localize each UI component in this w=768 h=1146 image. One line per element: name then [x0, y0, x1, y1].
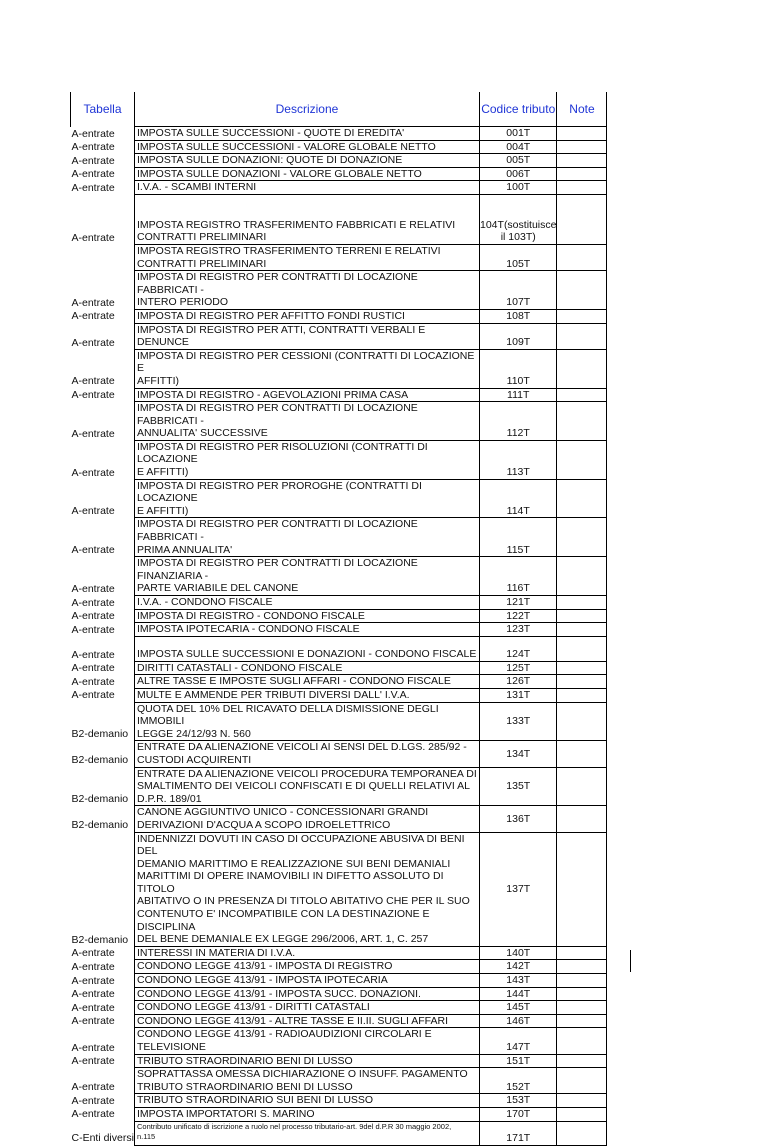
cell-descrizione: IMPOSTA SULLE SUCCESSIONI - VALORE GLOBALE NETTO: [135, 140, 480, 154]
cell-tabella: A-entrate: [71, 675, 115, 688]
cell-tabella: A-entrate: [71, 427, 115, 440]
cell-note: [557, 440, 607, 479]
cell-codice-tributo: 123T: [480, 623, 557, 637]
table-row: [71, 167, 607, 181]
cell-descrizione: [135, 832, 480, 946]
table-row: [71, 960, 607, 974]
cell-descrizione: [135, 1068, 480, 1094]
cell-tabella: A-entrate: [71, 505, 115, 518]
cell-note: [557, 960, 607, 974]
text-line: IMPOSTA DI REGISTRO PER RISOLUZIONI (CONTRATTI DI LOCAZIONE: [137, 440, 428, 466]
cell-codice-tributo: 116T: [480, 557, 557, 596]
text-line: AFFITTI): [137, 374, 179, 387]
cell-note: [557, 688, 607, 702]
cell-codice-tributo: 109T: [480, 323, 557, 349]
header-tabella: Tabella: [71, 92, 135, 127]
text-line: IMPOSTA DI REGISTRO PER CONTRATTI DI LOCAZIONE FABBRICATI -: [137, 518, 418, 544]
cell-note: [557, 388, 607, 402]
table-row: [71, 309, 607, 323]
text-line: n.115: [137, 1131, 156, 1141]
text-line: IMPOSTA DI REGISTRO PER PROROGHE (CONTRATTI DI LOCAZIONE: [137, 479, 422, 505]
table-row: [71, 767, 607, 806]
text-line: TRIBUTO STRAORDINARIO BENI DI LUSSO: [137, 1080, 353, 1093]
cell-tabella: B2-demanio: [71, 933, 129, 946]
table-row: [71, 688, 607, 702]
cell-tabella: A-entrate: [71, 168, 115, 181]
cell-note: [557, 181, 607, 195]
table-row: [71, 479, 607, 518]
table-row: [71, 194, 607, 244]
cell-codice-tributo: 006T: [480, 167, 557, 181]
cell-note: [557, 140, 607, 154]
table-row: [71, 440, 607, 479]
cell-codice-tributo: 145T: [480, 1001, 557, 1015]
text-line: QUOTA DEL 10% DEL RICAVATO DELLA DISMISSIONE DEGLI IMMOBILI: [137, 702, 439, 728]
text-line: IMPOSTA DI REGISTRO PER CONTRATTI DI LOCAZIONE FABBRICATI -: [137, 402, 418, 427]
cell-note: [557, 702, 607, 741]
table-row: [71, 987, 607, 1001]
text-line: e il 103T): [500, 218, 557, 244]
table-row: [71, 609, 607, 623]
text-line: PARTE VARIABILE DEL CANONE: [137, 582, 299, 595]
table-row: [71, 518, 607, 557]
cell-descrizione: CONDONO LEGGE 413/91 - IMPOSTA SUCC. DONAZIONI.: [135, 987, 480, 1001]
text-line: CUSTODI ACQUIRENTI: [137, 753, 252, 766]
cell-note: [557, 675, 607, 689]
tax-code-sheet: [70, 92, 607, 1146]
cell-codice-tributo: 113T: [480, 440, 557, 479]
cell-codice-tributo: 170T: [480, 1107, 557, 1121]
cell-codice-tributo: 115T: [480, 518, 557, 557]
text-line: CONDONO LEGGE 413/91 - RADIOAUDIZIONI CIRCOLARI E: [137, 1028, 432, 1041]
cell-note: [557, 323, 607, 349]
cell-tabella: A-entrate: [71, 310, 115, 323]
cell-note: [557, 271, 607, 310]
cell-descrizione: ALTRE TASSE E IMPOSTE SUGLI AFFARI - CONDONO FISCALE: [135, 675, 480, 689]
cell-note: [557, 1121, 607, 1145]
cell-descrizione: IMPOSTA SULLE DONAZIONI: QUOTE DI DONAZIONE: [135, 154, 480, 168]
cell-tabella: A-entrate: [71, 1015, 115, 1028]
vertical-mark: [630, 950, 631, 972]
cell-note: [557, 402, 607, 441]
cell-note: [557, 154, 607, 168]
cell-tabella: A-entrate: [71, 689, 115, 702]
cell-note: [557, 194, 607, 244]
cell-codice-tributo: 105T: [480, 244, 557, 270]
cell-codice-tributo: 143T: [480, 974, 557, 988]
text-line: SOPRATTASSA OMESSA DICHIARAZIONE O INSUFF. PAGAMENTO: [137, 1068, 468, 1081]
cell-codice-tributo: 140T: [480, 946, 557, 960]
cell-codice-tributo: 131T: [480, 688, 557, 702]
table-row: [71, 946, 607, 960]
table-row: [71, 349, 607, 388]
cell-note: [557, 806, 607, 832]
table-body: [71, 127, 607, 1146]
table-row: [71, 832, 607, 946]
table-row: [71, 1001, 607, 1015]
cell-tabella: A-entrate: [71, 1108, 115, 1121]
cell-note: [557, 1014, 607, 1028]
cell-descrizione: IMPOSTA DI REGISTRO - CONDONO FISCALE: [135, 609, 480, 623]
cell-codice-tributo: 171T: [480, 1121, 557, 1145]
cell-note: [557, 1001, 607, 1015]
cell-note: [557, 518, 607, 557]
text-line: E AFFITTI): [137, 466, 189, 479]
cell-codice-tributo: 133T: [480, 702, 557, 741]
table-row: [71, 1054, 607, 1068]
cell-codice-tributo: 111T: [480, 388, 557, 402]
cell-tabella: A-entrate: [71, 623, 115, 636]
table-row: [71, 702, 607, 741]
cell-descrizione: [135, 244, 480, 270]
cell-descrizione: CONDONO LEGGE 413/91 - IMPOSTA DI REGISTRO: [135, 960, 480, 974]
cell-descrizione: IMPOSTA IPOTECARIA - CONDONO FISCALE: [135, 623, 480, 637]
cell-note: [557, 609, 607, 623]
cell-descrizione: [135, 194, 480, 244]
cell-tabella: A-entrate: [71, 1001, 115, 1014]
table-row: [71, 271, 607, 310]
table-row: [71, 140, 607, 154]
table-row: [71, 323, 607, 349]
table-row: [71, 974, 607, 988]
cell-descrizione: [135, 806, 480, 832]
cell-codice-tributo: 107T: [480, 271, 557, 310]
cell-descrizione: I.V.A. - SCAMBI INTERNI: [135, 181, 480, 195]
cell-note: [557, 1028, 607, 1054]
cell-codice-tributo: 151T: [480, 1054, 557, 1068]
cell-tabella: A-entrate: [71, 141, 115, 154]
header-codice-tributo: Codice tributo: [480, 92, 557, 127]
cell-note: [557, 623, 607, 637]
cell-tabella: A-entrate: [71, 974, 115, 987]
table-row: [71, 557, 607, 596]
table-row: [71, 1028, 607, 1054]
cell-tabella: A-entrate: [71, 1081, 115, 1094]
cell-note: [557, 832, 607, 946]
header-descrizione: Descrizione: [135, 92, 480, 127]
cell-tabella: A-entrate: [71, 662, 115, 675]
cell-note: [557, 1107, 607, 1121]
cell-descrizione: [135, 349, 480, 388]
cell-note: [557, 167, 607, 181]
text-line: CONTENUTO E' INCOMPATIBILE CON LA DESTINAZIONE E DISCIPLINA: [137, 908, 430, 933]
cell-codice-tributo: 134T: [480, 741, 557, 767]
cell-descrizione: TRIBUTO STRAORDINARIO BENI DI LUSSO: [135, 1054, 480, 1068]
cell-tabella: A-entrate: [71, 1041, 115, 1054]
cell-descrizione: [135, 741, 480, 767]
cell-descrizione: [135, 767, 480, 806]
text-line: TELEVISIONE: [137, 1041, 206, 1053]
text-line: IMPOSTA DI REGISTRO PER CONTRATTI DI LOCAZIONE FINANZIARIA -: [137, 557, 418, 582]
cell-codice-tributo: 001T: [480, 127, 557, 141]
cell-note: [557, 987, 607, 1001]
cell-note: [557, 636, 607, 661]
cell-note: [557, 661, 607, 675]
cell-codice-tributo: 110T: [480, 349, 557, 388]
cell-descrizione: CONDONO LEGGE 413/91 - IMPOSTA IPOTECARIA: [135, 974, 480, 988]
cell-codice-tributo: 100T: [480, 181, 557, 195]
text-line: (sostituisc: [503, 218, 551, 231]
cell-codice-tributo: 147T: [480, 1028, 557, 1054]
table-row: [71, 1107, 607, 1121]
cell-tabella: B2-demanio: [71, 754, 129, 767]
cell-codice-tributo: 144T: [480, 987, 557, 1001]
text-line: IMPOSTA REGISTRO TRASFERIMENTO FABBRICATI E RELATIVI: [137, 218, 456, 231]
table-row: [71, 741, 607, 767]
cell-descrizione: [135, 1121, 480, 1145]
cell-codice-tributo: 108T: [480, 309, 557, 323]
table-row: [71, 1014, 607, 1028]
cell-descrizione: IMPOSTA SULLE SUCCESSIONI E DONAZIONI - CONDONO FISCALE: [135, 636, 480, 661]
cell-codice-tributo: 004T: [480, 140, 557, 154]
cell-codice-tributo: [480, 194, 557, 244]
cell-tabella: C-Enti diversi: [71, 1132, 134, 1145]
cell-descrizione: [135, 479, 480, 518]
cell-descrizione: IMPOSTA DI REGISTRO PER ATTI, CONTRATTI VERBALI E DENUNCE: [135, 323, 480, 349]
table-row: [71, 1068, 607, 1094]
cell-codice-tributo: 142T: [480, 960, 557, 974]
cell-descrizione: [135, 557, 480, 596]
table-row: [71, 806, 607, 832]
text-line: IMPOSTA DI REGISTRO PER CESSIONI (CONTRATTI DI LOCAZIONE E: [137, 349, 475, 375]
cell-note: [557, 309, 607, 323]
text-line: IMPOSTA REGISTRO TRASFERIMENTO TERRENI E RELATIVI: [137, 244, 441, 257]
cell-codice-tributo: 122T: [480, 609, 557, 623]
text-line: ENTRATE DA ALIENAZIONE VEICOLI PROCEDURA TEMPORANEA DI: [137, 767, 477, 780]
table-row: [71, 1121, 607, 1145]
cell-tabella: A-entrate: [71, 154, 115, 167]
cell-note: [557, 479, 607, 518]
cell-descrizione: MULTE E AMMENDE PER TRIBUTI DIVERSI DALL' I.V.A.: [135, 688, 480, 702]
cell-descrizione: [135, 702, 480, 741]
cell-note: [557, 557, 607, 596]
cell-codice-tributo: 125T: [480, 661, 557, 675]
cell-tabella: B2-demanio: [71, 819, 129, 832]
table-row: [71, 154, 607, 168]
cell-descrizione: CONDONO LEGGE 413/91 - ALTRE TASSE E II.II. SUGLI AFFARI: [135, 1014, 480, 1028]
text-line: CONTRATTI PRELIMINARI: [137, 231, 267, 244]
text-line: MARITTIMI DI OPERE INAMOVIBILI IN DIFETTO ASSOLUTO DI TITOLO: [137, 870, 444, 895]
text-line: INTERO PERIODO: [137, 296, 229, 309]
cell-tabella: A-entrate: [71, 596, 115, 609]
cell-codice-tributo: 153T: [480, 1094, 557, 1108]
cell-descrizione: IMPOSTA SULLE DONAZIONI - VALORE GLOBALE NETTO: [135, 167, 480, 181]
text-line: PRIMA ANNUALITA': [137, 543, 233, 556]
cell-tabella: A-entrate: [71, 544, 115, 557]
cell-descrizione: IMPOSTA IMPORTATORI S. MARINO: [135, 1107, 480, 1121]
text-line: LEGGE 24/12/93 N. 560: [137, 727, 251, 740]
cell-note: [557, 596, 607, 610]
cell-tabella: A-entrate: [71, 648, 115, 661]
cell-descrizione: [135, 440, 480, 479]
header-row: [71, 92, 607, 127]
table-row: [71, 661, 607, 675]
table-row: [71, 596, 607, 610]
cell-descrizione: CONDONO LEGGE 413/91 - DIRITTI CATASTALI: [135, 1001, 480, 1015]
cell-tabella: A-entrate: [71, 181, 115, 194]
text-line: DEL BENE DEMANIALE EX LEGGE 296/2006, ART. 1, C. 257: [137, 933, 429, 946]
table-row: [71, 636, 607, 661]
cell-codice-tributo: 152T: [480, 1068, 557, 1094]
cell-note: [557, 974, 607, 988]
cell-note: [557, 127, 607, 141]
cell-note: [557, 1054, 607, 1068]
text-line: DERIVAZIONI D'ACQUA A SCOPO IDROELETTRICO: [137, 818, 391, 831]
cell-note: [557, 946, 607, 960]
table-row: [71, 181, 607, 195]
cell-codice-tributo: 121T: [480, 596, 557, 610]
cell-codice-tributo: 005T: [480, 154, 557, 168]
text-line: SMALTIMENTO DEI VEICOLI CONFISCATI E DI QUELLI RELATIVI AL: [137, 780, 470, 793]
cell-note: [557, 1068, 607, 1094]
text-line: 104T: [480, 218, 504, 231]
table-row: [71, 402, 607, 441]
cell-tabella: [71, 244, 135, 270]
cell-codice-tributo: 146T: [480, 1014, 557, 1028]
table-row: [71, 127, 607, 141]
text-line: DEMANIO MARITTIMO E REALIZZAZIONE SUI BENI DEMANIALI: [137, 857, 451, 870]
cell-tabella: A-entrate: [71, 296, 115, 309]
cell-codice-tributo: 124T: [480, 636, 557, 661]
text-line: CANONE AGGIUNTIVO UNICO - CONCESSIONARI GRANDI: [137, 806, 429, 819]
text-line: IMPOSTA DI REGISTRO PER CONTRATTI DI LOCAZIONE FABBRICATI -: [137, 271, 418, 296]
cell-tabella: A-entrate: [71, 336, 115, 349]
cell-tabella: B2-demanio: [71, 728, 129, 741]
table-row: [71, 675, 607, 689]
cell-codice-tributo: 114T: [480, 479, 557, 518]
cell-descrizione: [135, 518, 480, 557]
text-line: Contributo unificato di iscrizione a ruolo nel processo tributario-art. 9del d.P.R 30 maggio 2002,: [137, 1121, 452, 1131]
cell-tabella: A-entrate: [71, 1094, 115, 1107]
text-line: ENTRATE DA ALIENAZIONE VEICOLI AI SENSI DEL D.LGS. 285/92 -: [137, 741, 467, 754]
cell-tabella: A-entrate: [71, 127, 115, 140]
table-row: [71, 1094, 607, 1108]
header-note: Note: [557, 92, 607, 127]
cell-tabella: A-entrate: [71, 610, 115, 623]
cell-tabella: A-entrate: [71, 466, 115, 479]
cell-descrizione: IMPOSTA SULLE SUCCESSIONI - QUOTE DI EREDITA': [135, 127, 480, 141]
cell-tabella: A-entrate: [71, 375, 115, 388]
cell-codice-tributo: 136T: [480, 806, 557, 832]
cell-descrizione: TRIBUTO STRAORDINARIO SUI BENI DI LUSSO: [135, 1094, 480, 1108]
cell-tabella: A-entrate: [71, 988, 115, 1001]
cell-descrizione: DIRITTI CATASTALI - CONDONO FISCALE: [135, 661, 480, 675]
table-row: [71, 388, 607, 402]
cell-codice-tributo: 112T: [480, 402, 557, 441]
text-line: CONTRATTI PRELIMINARI: [137, 257, 267, 270]
cell-descrizione: [135, 402, 480, 441]
cell-note: [557, 767, 607, 806]
cell-tabella: B2-demanio: [71, 793, 129, 806]
cell-tabella: A-entrate: [71, 389, 115, 401]
cell-tabella: A-entrate: [71, 231, 115, 244]
text-line: D.P.R. 189/01: [137, 792, 202, 805]
cell-tabella: A-entrate: [71, 582, 115, 595]
cell-descrizione: IMPOSTA DI REGISTRO PER AFFITTO FONDI RUSTICI: [135, 309, 480, 323]
text-line: ABITATIVO O IN PRESENZA DI TITOLO ABITATIVO CHE PER IL SUO: [137, 895, 470, 908]
cell-descrizione: I.V.A. - CONDONO FISCALE: [135, 596, 480, 610]
cell-codice-tributo: 135T: [480, 767, 557, 806]
table-row: [71, 623, 607, 637]
table-row: [71, 244, 607, 270]
cell-note: [557, 741, 607, 767]
cell-note: [557, 244, 607, 270]
text-line: INDENNIZZI DOVUTI IN CASO DI OCCUPAZIONE ABUSIVA DI BENI DEL: [137, 832, 465, 858]
cell-tabella: A-entrate: [71, 960, 115, 973]
text-line: E AFFITTI): [137, 504, 189, 517]
cell-descrizione: INTERESSI IN MATERIA DI I.V.A.: [135, 946, 480, 960]
cell-note: [557, 1094, 607, 1108]
tax-code-table: [70, 92, 607, 1146]
cell-codice-tributo: 126T: [480, 675, 557, 689]
cell-codice-tributo: 137T: [480, 832, 557, 946]
cell-descrizione: IMPOSTA DI REGISTRO - AGEVOLAZIONI PRIMA CASA: [135, 388, 480, 402]
cell-descrizione: [135, 271, 480, 310]
text-line: ANNUALITA' SUCCESSIVE: [137, 427, 268, 440]
cell-note: [557, 349, 607, 388]
cell-descrizione: [135, 1028, 480, 1054]
cell-tabella: A-entrate: [71, 947, 115, 960]
cell-tabella: A-entrate: [71, 1055, 115, 1068]
